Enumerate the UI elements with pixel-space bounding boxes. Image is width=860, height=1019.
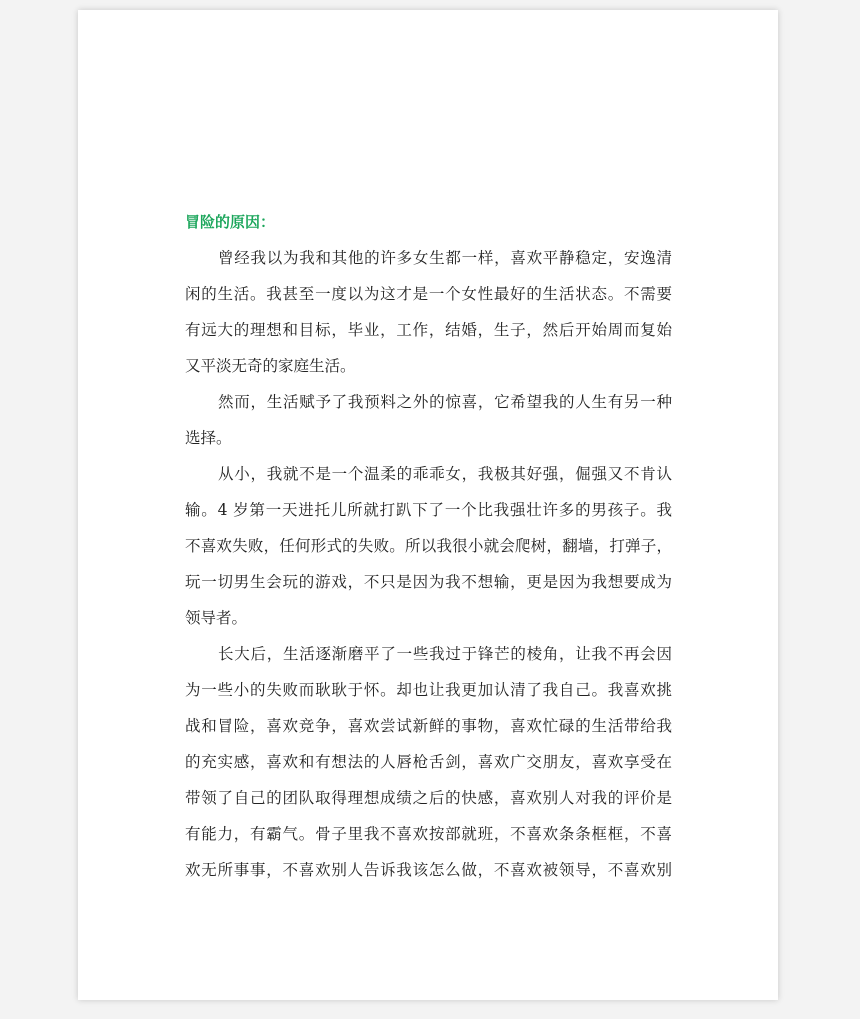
text-line: 从小，我就不是一个温柔的乖乖女，我极其好强，倔强又不肯认 xyxy=(218,465,672,483)
paragraphs xyxy=(185,240,672,888)
text-line: 有能力，有霸气。骨子里我不喜欢按部就班，不喜欢条条框框，不喜 xyxy=(185,825,672,843)
text-line: 带领了自己的团队取得理想成绩之后的快感，喜欢别人对我的评价是 xyxy=(185,789,672,807)
text-line: 输。4 岁第一天进托儿所就打趴下了一个比我强壮许多的男孩子。我 xyxy=(185,501,672,519)
text-line: 闲的生活。我甚至一度以为这才是一个女性最好的生活状态。不需要 xyxy=(185,285,672,303)
text-line: 欢无所事事，不喜欢别人告诉我该怎么做，不喜欢被领导，不喜欢别 xyxy=(185,861,672,879)
text-line: 领导者。 xyxy=(185,609,248,627)
paragraph xyxy=(185,384,672,456)
text-line: 不喜欢失败，任何形式的失败。所以我很小就会爬树，翻墙，打弹子， xyxy=(185,537,672,555)
document-page xyxy=(78,10,778,1000)
text-line: 有远大的理想和目标，毕业，工作，结婚，生子，然后开始周而复始 xyxy=(185,321,672,339)
text-line: 选择。 xyxy=(185,429,232,447)
paragraph xyxy=(185,636,672,888)
text-line: 长大后，生活逐渐磨平了一些我过于锋芒的棱角，让我不再会因 xyxy=(218,645,672,663)
paragraph xyxy=(185,240,672,384)
text-line: 战和冒险，喜欢竞争，喜欢尝试新鲜的事物，喜欢忙碌的生活带给我 xyxy=(185,717,672,735)
text-line: 又平淡无奇的家庭生活。 xyxy=(185,357,356,375)
text-line: 然而，生活赋予了我预料之外的惊喜，它希望我的人生有另一种 xyxy=(218,393,672,411)
text-line: 曾经我以为我和其他的许多女生都一样，喜欢平静稳定，安逸清 xyxy=(218,249,672,267)
text-line: 玩一切男生会玩的游戏，不只是因为我不想输，更是因为我想要成为 xyxy=(185,573,672,591)
section-heading: 冒险的原因： xyxy=(185,213,276,231)
paragraph xyxy=(185,456,672,636)
document-content xyxy=(185,204,672,888)
text-line: 的充实感，喜欢和有想法的人唇枪舌剑，喜欢广交朋友，喜欢享受在 xyxy=(185,753,672,771)
text-line: 为一些小的失败而耿耿于怀。却也让我更加认清了我自己。我喜欢挑 xyxy=(185,681,672,699)
